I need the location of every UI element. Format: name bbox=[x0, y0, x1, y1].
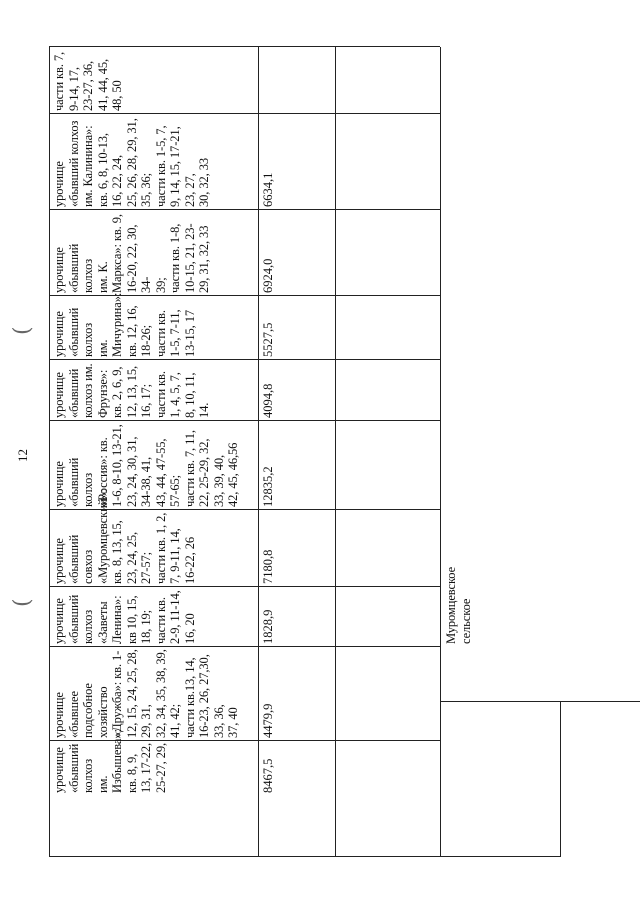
area-value: 8467,5 bbox=[261, 758, 275, 793]
table-rule-vertical bbox=[440, 701, 640, 702]
table-row: урочище «бывший колхоз им. Фрунзе»: кв. 2, 6, 9, 12, 13, 15, 16, 17; части кв. 1, 4, 5, 7, 8, 10, 11, 14. bbox=[52, 363, 211, 418]
table-row: урочище «бывший колхоз «Заветы Ленина»: кв 10, 15, 18, 19; части кв. 2-9, 11-14, 16, 20 bbox=[52, 590, 197, 644]
scan-bracket-mark: ( bbox=[10, 598, 35, 607]
table-rule-horizontal bbox=[335, 47, 336, 857]
table-row: урочище «бывший колхоз им. К. Маркса»: кв. 9, 16-20, 22, 30, 34- 39; части кв. 1-8, 10-15, 21, 23-29, 31, 32, 33 bbox=[52, 214, 211, 293]
area-value: 4479,9 bbox=[261, 703, 275, 738]
scan-bracket-mark: ( bbox=[10, 326, 35, 335]
table-row: урочище «бывший колхоз им. Калинина»: кв. 6, 8, 10-13, 16, 22, 24, 25, 26, 28, 29, 31, 35, 36; части кв. 1-5, 7, 9, 14, 15, 17-21, 23, 27, 30, 32, 33 bbox=[52, 118, 211, 207]
table-rule-vertical bbox=[49, 420, 440, 421]
area-value: 7180,8 bbox=[261, 549, 275, 584]
table-rule-vertical bbox=[49, 646, 440, 647]
area-value: 6924,0 bbox=[261, 258, 275, 293]
table-rule-horizontal bbox=[440, 47, 441, 857]
table-rule-horizontal bbox=[560, 702, 561, 857]
area-value: 1828,9 bbox=[261, 609, 275, 644]
table-row: части кв. 7, 9-14, 17, 23-27, 36, 41, 44, 45, 48, 50 bbox=[52, 51, 124, 111]
table-rule-vertical bbox=[49, 740, 440, 741]
table-row: урочище «бывший колхоз им. Мичурина»: кв. 12, 16, 18-26; части кв. 1-5, 7-11, 13-15, 17 bbox=[52, 292, 197, 357]
area-value: 6634,1 bbox=[261, 172, 275, 207]
settlement-name: Муромцевское сельское bbox=[444, 566, 473, 644]
area-value: 5527,5 bbox=[261, 322, 275, 357]
area-value: 12835,2 bbox=[261, 466, 275, 507]
table-rule-horizontal bbox=[258, 47, 259, 857]
table-row: урочище «бывший совхоз «Муромцевский»: кв. 8, 13, 15, 23, 24, 25, 27-57; части кв. 1, 2, 7, 9-11, 14, 16-22, 26 bbox=[52, 489, 197, 584]
table-rule-horizontal bbox=[49, 47, 50, 857]
table-rule-vertical bbox=[49, 46, 440, 47]
table-rule-vertical bbox=[49, 359, 440, 360]
table-rule-vertical bbox=[49, 295, 440, 296]
area-value: 4094,8 bbox=[261, 383, 275, 418]
table-row: урочище «бывшее подсобное хозяйство «Дружба»: кв. 1-12, 15, 24, 25, 28, 29, 31, 32, 34, 35, 38, 39, 41, 42; части кв.13, 14, 16-23, 26, 27,30, 33, 36, 37, 40 bbox=[52, 649, 240, 738]
page-number: 12 bbox=[15, 449, 30, 462]
table-rule-vertical bbox=[49, 113, 440, 114]
table-rule-vertical bbox=[49, 209, 440, 210]
table-row: урочище «бывший колхоз «Россия»: кв. 1-6, 8-10, 13-21, 23, 24, 30, 31, 34-38, 41, 43, 44, 47-55, 57-65; части кв. 7, 11, 22, 25-29, 32, 33, 39, 40, 42, 45, 46,56 bbox=[52, 424, 240, 507]
table-row: урочище «бывший колхоз им. Избышева»: кв. 8, 9, 13, 17-22, 25-27, 29, bbox=[52, 729, 168, 793]
table-rule-vertical bbox=[49, 856, 560, 857]
table-rule-vertical bbox=[49, 586, 440, 587]
